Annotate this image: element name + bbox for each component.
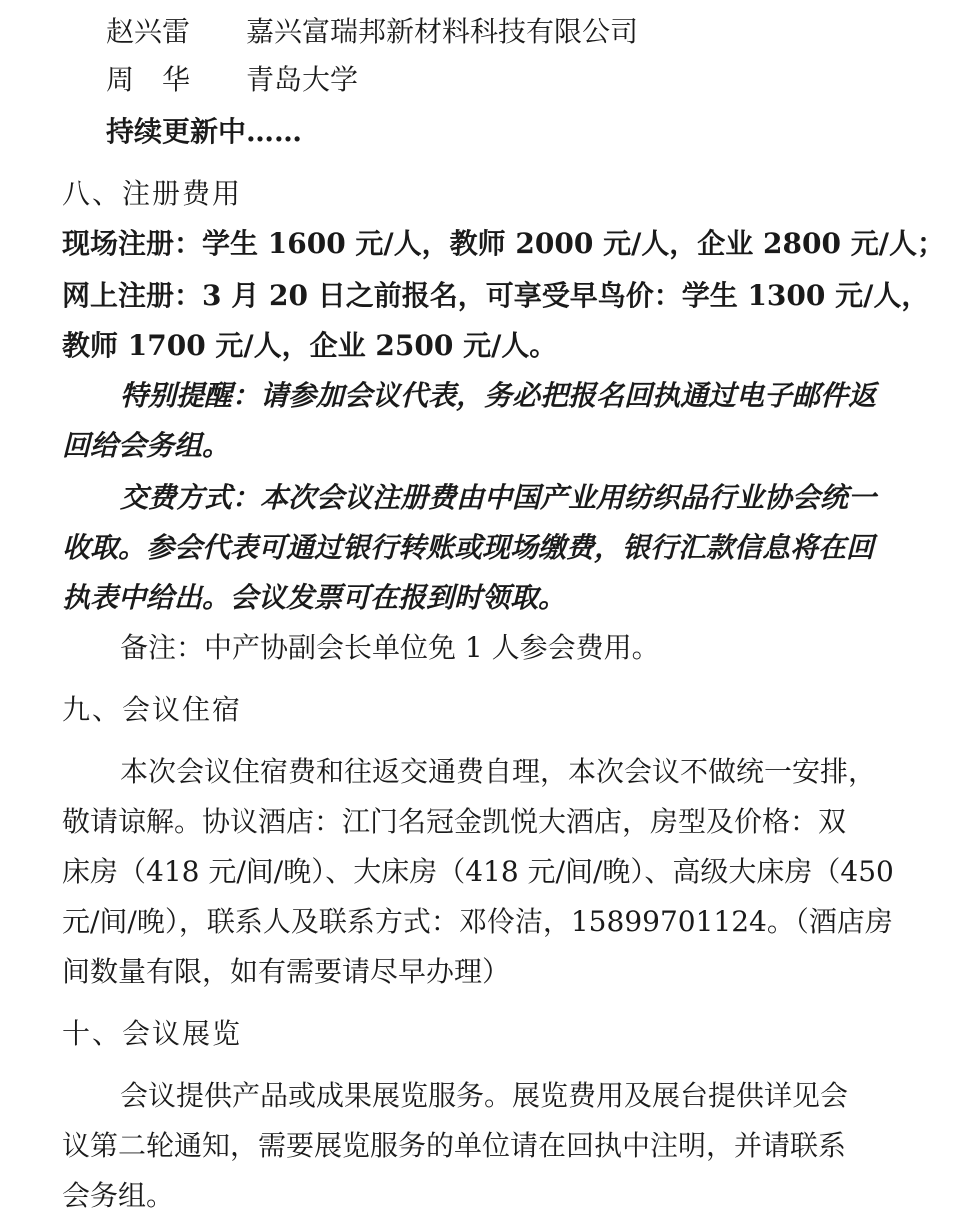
accommodation-text-2: 敬请谅解。协议酒店：江门名冠金凯悦大酒店，房型及价格：双 — [62, 805, 847, 838]
exhibition-text-3: 会务组。 — [62, 1179, 175, 1212]
contact-name: 赵兴雷 — [106, 15, 191, 48]
exhibition-text-2: 议第二轮通知，需要展览服务的单位请在回执中注明，并请联系 — [62, 1129, 847, 1162]
more-updating-text: 持续更新中…… — [106, 115, 303, 148]
onsite-registration-text: 现场注册：学生 1600 元/人，教师 2000 元/人，企业 2800 元/人； — [62, 227, 945, 260]
contact-org: 青岛大学 — [246, 63, 359, 96]
special-reminder-text-1: 特别提醒：请参加会议代表，务必把报名回执通过电子邮件返 — [120, 379, 877, 412]
contact-row — [106, 12, 638, 52]
section-heading-accommodation: 九、会议住宿 — [62, 693, 243, 726]
online-registration-text-1: 网上注册：3 月 20 日之前报名，可享受早鸟价：学生 1300 元/人， — [62, 279, 930, 312]
payment-method-text-1: 交费方式：本次会议注册费由中国产业用纺织品行业协会统一 — [120, 481, 877, 514]
remark-text: 备注：中产协副会长单位免 1 人参会费用。 — [120, 631, 660, 664]
exhibition-text-1: 会议提供产品或成果展览服务。展览费用及展台提供详见会 — [120, 1079, 849, 1112]
accommodation-text-5: 间数量有限，如有需要请尽早办理） — [62, 955, 511, 988]
payment-method-text-2: 收取。参会代表可通过银行转账或现场缴费，银行汇款信息将在回 — [62, 531, 875, 564]
accommodation-text-4: 元/间/晚），联系人及联系方式：邓伶洁，15899701124。（酒店房 — [62, 905, 893, 938]
contact-row — [106, 60, 358, 100]
contact-name: 周 华 — [106, 63, 191, 96]
online-registration-text-2: 教师 1700 元/人，企业 2500 元/人。 — [62, 329, 558, 362]
contact-org: 嘉兴富瑞邦新材料科技有限公司 — [246, 15, 639, 48]
accommodation-text-1: 本次会议住宿费和往返交通费自理，本次会议不做统一安排， — [120, 755, 877, 788]
section-heading-exhibition: 十、会议展览 — [62, 1017, 243, 1050]
payment-method-text-3: 执表中给出。会议发票可在报到时领取。 — [62, 581, 567, 614]
section-heading-registration-fee: 八、注册费用 — [62, 177, 243, 210]
accommodation-text-3: 床房（418 元/间/晚）、大床房（418 元/间/晚）、高级大床房（450 — [62, 855, 894, 888]
special-reminder-text-2: 回给会务组。 — [62, 429, 231, 462]
